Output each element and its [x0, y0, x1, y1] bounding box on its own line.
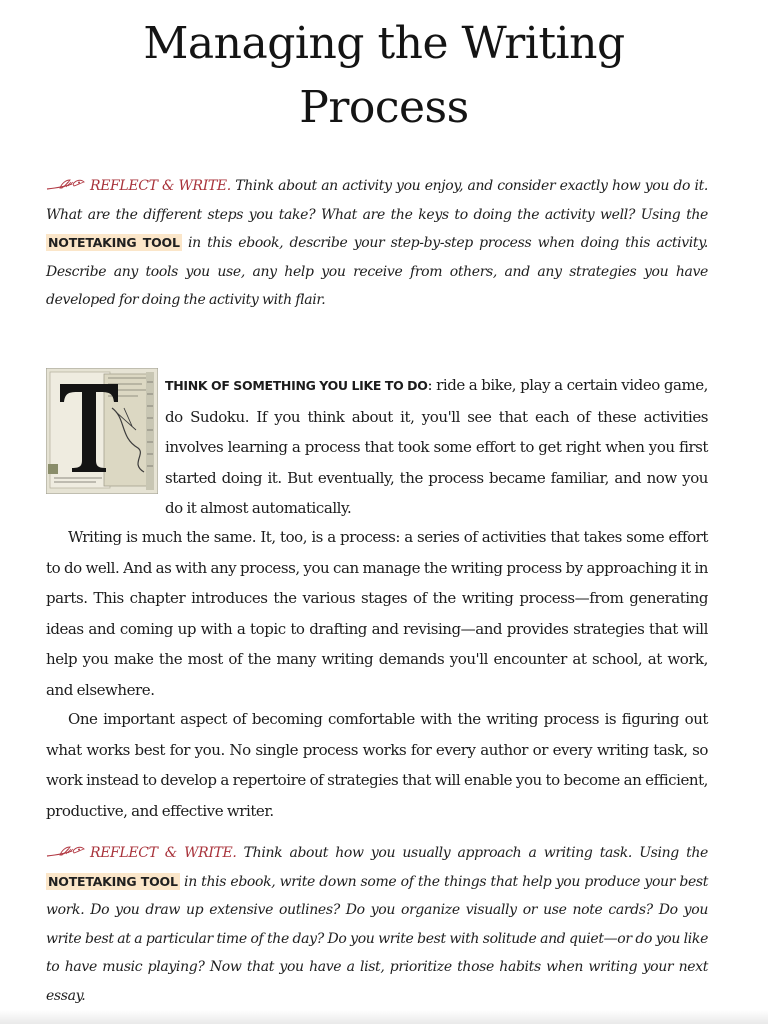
page-title-line-2: Process [299, 82, 469, 133]
body-paragraph-3: One important aspect of becoming comfortable with the writing process is figuring out what works best for you. No single process works for every author or every writing task, so work instead to develop a repertoire of strategies that will enable you to become an efficient, productive, and effective writer. [46, 710, 708, 820]
reflect-text-part-a: Think about how you usually approach a writing task. Using the [236, 845, 708, 861]
intro-lead-in: THINK OF SOMETHING YOU LIKE TO DO [165, 378, 428, 393]
reflect-text-part-a: Think about an activity you enjoy, and consider exactly how you do it. What are the different steps you take? What are the keys to doing the activity well? Using the [46, 178, 708, 223]
reflect-text-part-b: in this ebook, write down some of the things that help you produce your best work. Do you draw up extensive outlines? Do you organize visually or use note cards? Do you write best at a particular time of the day? Do you write best with solitude and quiet—or do you like to have music playing? Now that you have a list, prioritize those habits when writing your next essay. [46, 873, 708, 1004]
reflect-and-write-prompt-2 [46, 839, 708, 1010]
reflect-and-write-label: REFLECT & WRITE. [90, 178, 231, 194]
notetaking-tool-link[interactable]: NOTETAKING TOOL [48, 235, 180, 250]
page-bottom-edge [0, 1010, 768, 1024]
reflect-and-write-label: REFLECT & WRITE. [90, 845, 237, 861]
pen-flourish-icon [46, 177, 86, 191]
page-title [40, 12, 728, 140]
reflect-and-write-prompt-1 [46, 172, 708, 315]
body-paragraph-2: Writing is much the same. It, too, is a process: a series of activities that takes some effort to do well. And as with any process, you can manage the writing process by approaching it in parts. This chapter introduces the various stages of the writing process—from generating ideas and coming up with a topic to drafting and revising—and provides strategies that will help you make the most of the many writing demands you'll encounter at school, at work, and elsewhere. [46, 528, 708, 699]
intro-text: : ride a bike, play a certain video game, do Sudoku. If you think about it, you'll see that each of these activities involves learning a process that took some effort to get right when you first started doing it. But eventually, the process became familiar, and now you do it almost automatically. [165, 376, 708, 517]
page-title-line-1: Managing the Writing [143, 18, 625, 69]
pen-flourish-icon [46, 844, 86, 858]
notetaking-tool-link[interactable]: NOTETAKING TOOL [48, 873, 178, 889]
letter-t-collage-image [46, 368, 158, 494]
reflect-text-part-b: in this ebook, describe your step-by-step process when doing this activity. Describe any tools you use, any help you receive from others, and any strategies you have developed for doing the activity with flair. [46, 235, 708, 308]
intro-paragraph [165, 370, 708, 524]
